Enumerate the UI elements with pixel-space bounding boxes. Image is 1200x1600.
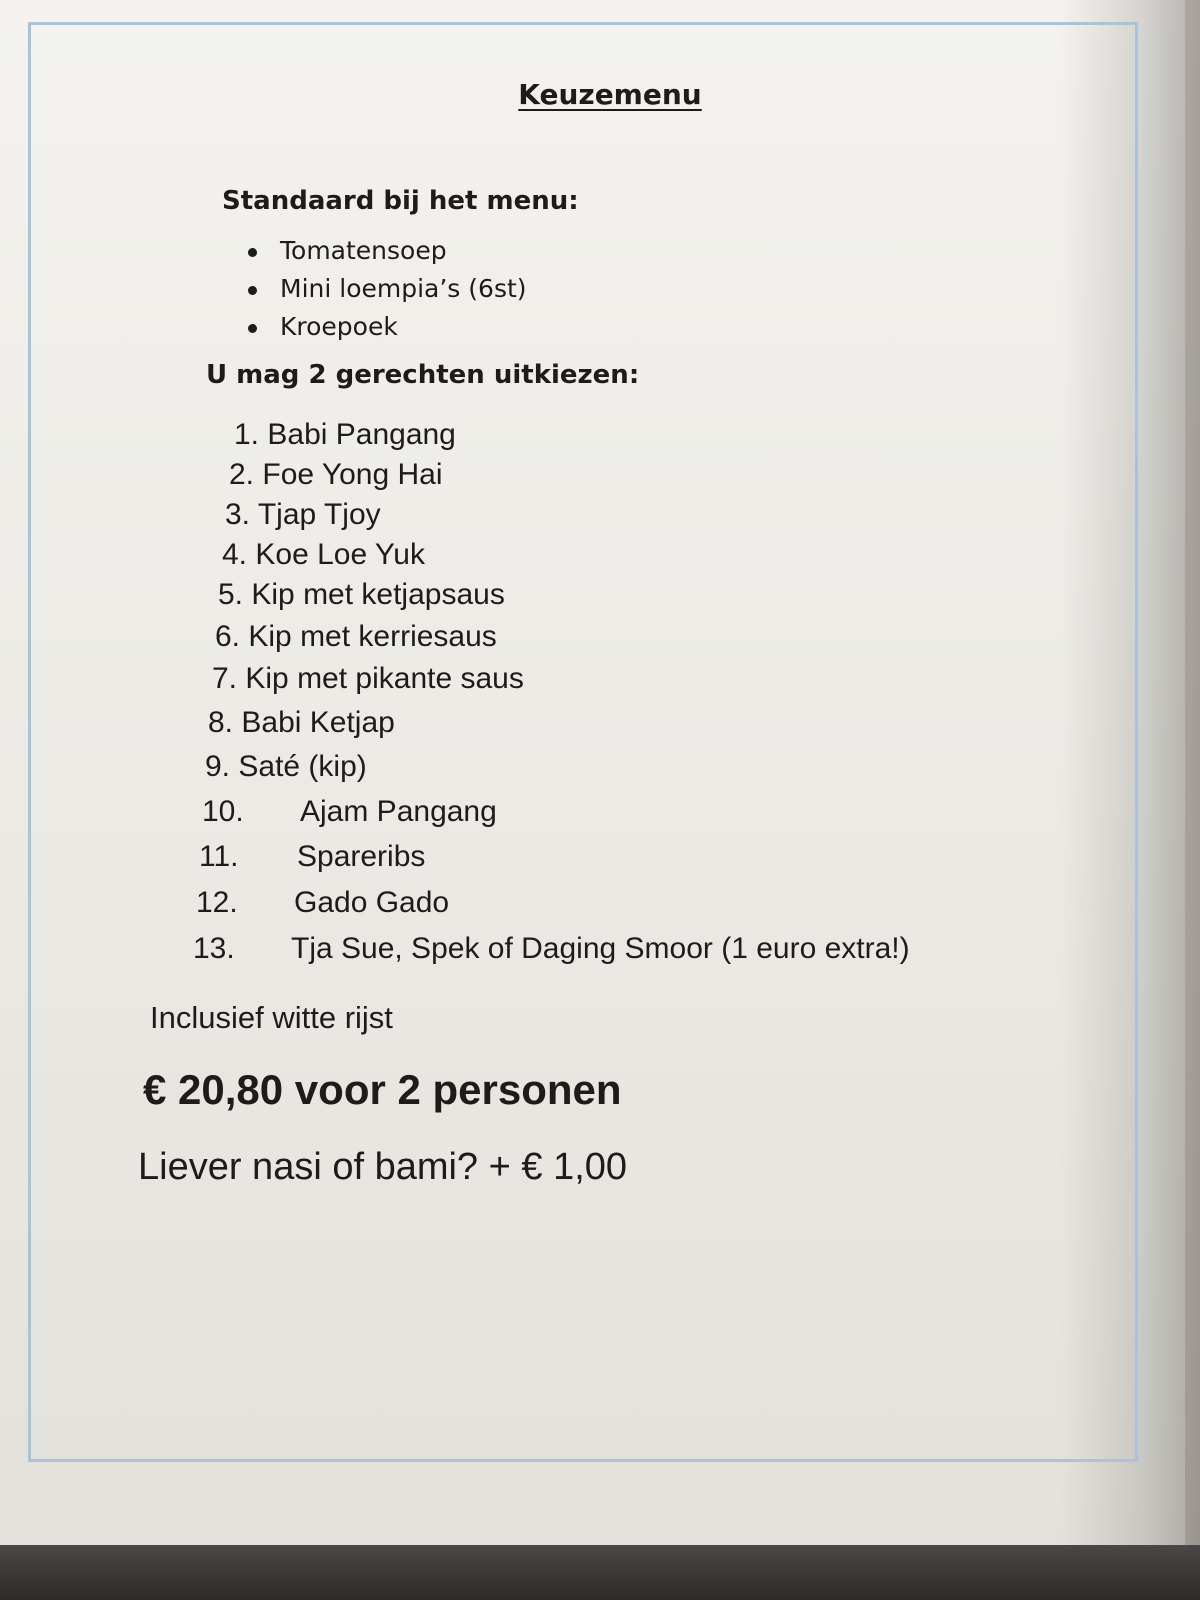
list-item: [248, 270, 527, 308]
dish-name: Spareribs: [297, 840, 426, 873]
dish-name: Saté (kip): [238, 750, 367, 783]
standard-item-label: Kroepoek: [280, 312, 398, 341]
dish-item: [234, 418, 456, 452]
alternative-note: Liever nasi of bami? + € 1,00: [138, 1146, 628, 1188]
standard-item-label: Tomatensoep: [280, 236, 447, 265]
dish-name: Gado Gado: [294, 886, 450, 919]
menu-title: Keuzemenu: [518, 78, 702, 111]
dish-item: [225, 498, 381, 532]
dish-item: [202, 795, 497, 829]
dish-number: 12.: [196, 886, 238, 919]
bullet-icon: [248, 248, 257, 257]
dish-item: [215, 620, 497, 654]
dish-name: Tja Sue, Spek of Daging Smoor (1 euro extra!): [291, 932, 910, 965]
dish-number: 9.: [205, 750, 231, 783]
bullet-icon: [248, 286, 257, 295]
dish-item: [205, 750, 367, 784]
dish-name: Kip met pikante saus: [245, 662, 524, 695]
list-item: [248, 232, 527, 270]
standard-items-list: [248, 232, 527, 346]
dish-number: 8.: [208, 706, 234, 739]
bullet-icon: [248, 324, 257, 333]
standard-heading: Standaard bij het menu:: [222, 186, 579, 216]
dish-name: Kip met kerriesaus: [248, 620, 497, 653]
dish-number: 13.: [193, 932, 235, 965]
dish-item: [222, 538, 425, 572]
dish-item: [229, 458, 443, 492]
rice-note: Inclusief witte rijst: [150, 1000, 393, 1035]
dish-name: Babi Ketjap: [241, 706, 395, 739]
dish-name: Babi Pangang: [267, 418, 456, 451]
dish-number: 1.: [234, 418, 260, 451]
dish-name: Kip met ketjapsaus: [251, 578, 505, 611]
choice-heading: U mag 2 gerechten uitkiezen:: [206, 360, 640, 390]
dish-name: Koe Loe Yuk: [255, 538, 425, 571]
dish-item: [193, 932, 910, 966]
dish-number: 3.: [225, 498, 251, 531]
dish-number: 4.: [222, 538, 248, 571]
dish-number: 10.: [202, 795, 244, 828]
dish-number: 7.: [212, 662, 238, 695]
dish-number: 6.: [215, 620, 241, 653]
dish-name: Tjap Tjoy: [257, 498, 381, 531]
dish-name: Foe Yong Hai: [262, 458, 443, 491]
dish-item: [218, 578, 505, 612]
dish-item: [208, 706, 395, 740]
table-surface: [0, 1545, 1200, 1600]
standard-item-label: Mini loempia’s (6st): [280, 274, 527, 303]
menu-price: € 20,80 voor 2 personen: [143, 1066, 622, 1113]
dish-number: 11.: [199, 840, 239, 873]
dish-item: [196, 886, 449, 920]
dish-number: 5.: [218, 578, 244, 611]
dish-number: 2.: [229, 458, 255, 491]
dish-item: [212, 662, 524, 696]
dish-name: Ajam Pangang: [300, 795, 497, 828]
dish-item: [199, 840, 425, 874]
list-item: [248, 308, 527, 346]
